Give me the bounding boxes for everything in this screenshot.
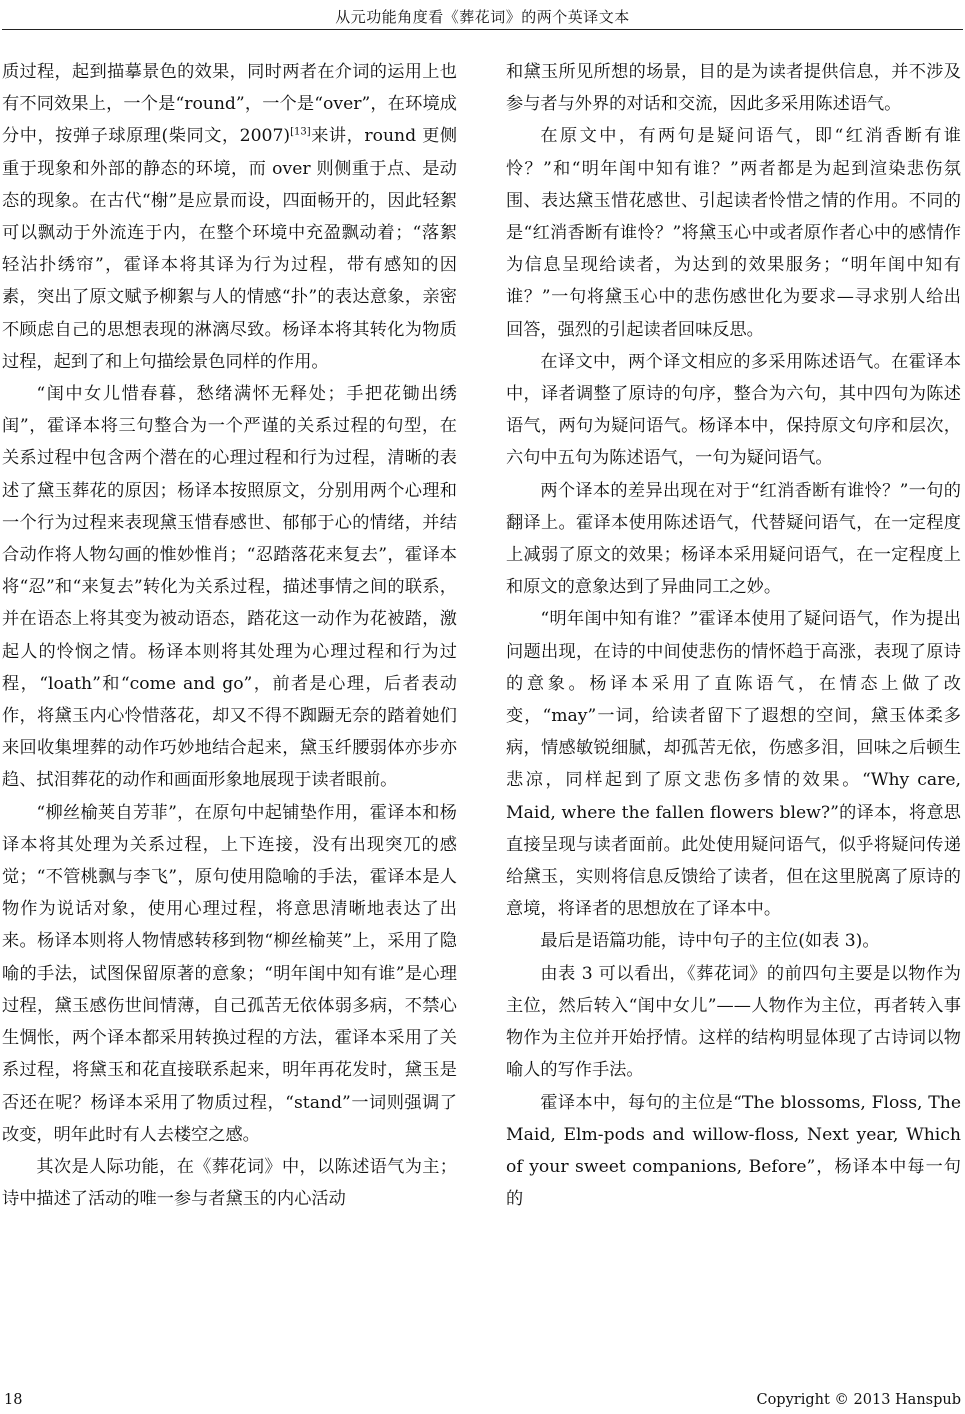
citation-ref: [13] [290,126,311,138]
right-column [506,56,961,1215]
left-column [2,56,457,1215]
running-header: 从元功能角度看《葬花词》的两个英译文本 [335,8,630,26]
paragraph: 和黛玉所见所想的场景，目的是为读者提供信息，并不涉及参与者与外界的对话和交流，因此多采用陈述语气。 [506,62,961,115]
paragraph: 由表 3 可以看出，《葬花词》的前四句主要是以物作为主位，然后转入“闺中女儿”——人物作为主位，再者转入事物作为主位并开始抒情。这样的结构明显体现了古诗词以物喻人的写作手法。 [506,963,961,1081]
paragraph-text: 质过程，起到描摹景色的效果，同时两者在介词的运用上也有不同效果上，一个是“round”，一个是“over”，在环境成分中，按弹子球原理(柴同文，2007) [2,62,457,147]
paragraph: 最后是语篇功能，诗中句子的主位(如表 3)。 [540,931,880,952]
paragraph: “闺中女儿惜春暮，愁绪满怀无释处；手把花锄出绣闺”，霍译本将三句整合为一个严谨的关系过程的句型，在关系过程中包含两个潜在的心理过程和行为过程，清晰的表述了黛玉葬花的原因；杨译本按照原文，分别用两个心理和一个行为过程来表现黛玉惜春感世、郁郁于心的情绪，并结合动作将人物勾画的惟妙惟肖；“忍踏落花来复去”，霍译本将“忍”和“来复去”转化为关系过程，描述事情之间的联系，并在语态上将其变为被动语态，踏花这一动作为花被踏，激起人的怜悯之情。杨译本则将其处理为心理过程和行为过程，“loath”和“come and go”，前者是心理，后者表动作，将黛玉内心怜惜落花，却又不得不踟蹰无奈的踏着她们来回收集埋葬的动作巧妙地结合起来，黛玉纤腰弱体亦步亦趋、拭泪葬花的动作和画面形象地展现于读者眼前。 [2,384,457,791]
paragraph: 在译文中，两个译文相应的多采用陈述语气。在霍译本中，译者调整了原诗的句序，整合为六句，其中四句为陈述语气，两句为疑问语气。杨译本中，保持原文句序和层次，六句中五句为陈述语气，一句为疑问语气。 [506,351,961,469]
paragraph: 其次是人际功能，在《葬花词》中，以陈述语气为主；诗中描述了活动的唯一参与者黛玉的内心活动 [2,1156,457,1210]
paragraph: “明年闺中知有谁？”霍译本使用了疑问语气，作为提出问题出现，在诗的中间使悲伤的情怀趋于高涨，表现了原诗的意象。杨译本采用了直陈语气，在情态上做了改变，“may”一词，给读者留下了遐想的空间，黛玉体柔多病，情感敏锐细腻，却孤苦无依，伤感多泪，回味之后顿生悲凉，同样起到了原文悲伤多情的效果。“Why care, Maid, where the fallen flowers blew?”的译本，将意思直接呈现与读者面前。此处使用疑问语气，似乎将疑问传递给黛玉，实则将信息反馈给了读者，但在这里脱离了原诗的意境，将译者的思想放在了译本中。 [506,609,961,920]
paragraph: 在原文中，有两句是疑问语气，即“红消香断有谁怜？”和“明年闺中知有谁？”两者都是为起到渲染悲伤氛围、表达黛玉惜花感世、引起读者怜惜之情的作用。不同的是“红消香断有谁怜？”将黛玉心中或者原作者心中的感情作为信息呈现给读者，为达到的效果服务；“明年闺中知有谁？”一句将黛玉心中的悲伤感世化为要求—寻求别人给出回答，强烈的引起读者回味反思。 [506,126,961,340]
paragraph-text: 来讲，round 更侧重于现象和外部的静态的环境，而 over 则侧重于点、是动态的现象。在古代“榭”是应景而设，四面畅开的，因此轻絮可以飘动于外流连于内，在整个环境中充盈飘动着；“落絮轻沾扑绣帘”，霍译本将其译为行为过程，带有感知的因素，突出了原文赋予柳絮与人的情感“扑”的表达意象，亲密不顾虑自己的思想表现的淋漓尽致。杨译本将其转化为物质过程，起到了和上句描绘景色同样的作用。 [2,126,458,372]
page-number: 18 [4,1392,23,1408]
copyright-notice: Copyright © 2013 Hanspub [756,1392,961,1408]
paragraph: 霍译本中，每句的主位是“The blossoms, Floss, The Maid, Elm-pods and willow-floss, Next year, Which of your sweet companions, Before”，杨译本中每一句的 [506,1092,961,1210]
paragraph: 两个译本的差异出现在对于“红消香断有谁怜？”一句的翻译上。霍译本使用陈述语气，代替疑问语气，在一定程度上减弱了原文的效果；杨译本采用疑问语气，在一定程度上和原文的意象达到了异曲同工之妙。 [506,480,961,598]
paragraph: “柳丝榆荚自芳菲”，在原句中起铺垫作用，霍译本和杨译本将其处理为关系过程，上下连接，没有出现突兀的感觉；“不管桃飘与李飞”，原句使用隐喻的手法，霍译本是人物作为说话对象，使用心理过程，将意思清晰地表达了出来。杨译本则将人物情感转移到物“柳丝榆荚”上，采用了隐喻的手法，试图保留原著的意象；“明年闺中知有谁”是心理过程，黛玉感伤世间情薄，自己孤苦无依体弱多病，不禁心生惆怅，两个译本都采用转换过程的方法，霍译本采用了关系过程，将黛玉和花直接联系起来，明年再花发时，黛玉是否还在呢？杨译本采用了物质过程，“stand”一词则强调了改变，明年此时有人去楼空之感。 [2,802,457,1145]
paragraph [2,56,457,378]
header-rule [2,29,963,30]
page-footer [0,1392,965,1414]
